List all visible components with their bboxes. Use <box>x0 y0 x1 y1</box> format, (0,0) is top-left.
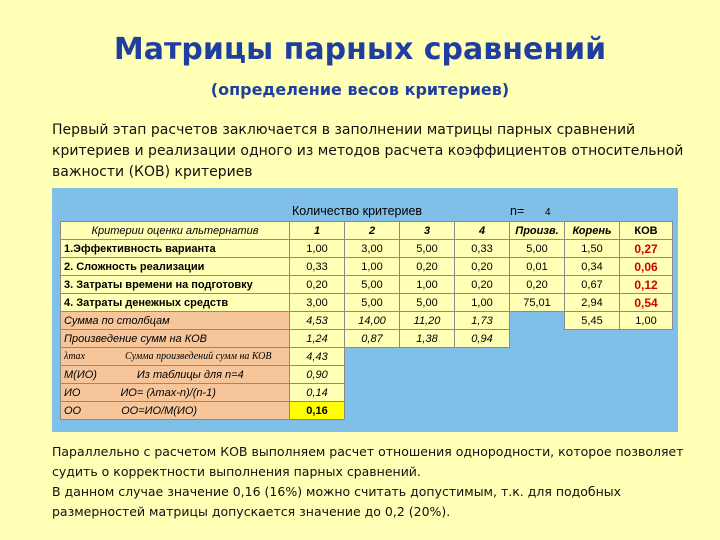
random-index-label <box>61 366 290 384</box>
prod-cell: 5,00 <box>510 240 565 258</box>
sum-label: Сумма по столбцам <box>61 312 290 330</box>
slide-title: Матрицы парных сравнений <box>113 32 607 67</box>
header-prod: Произв. <box>510 222 565 240</box>
kov-cell: 0,54 <box>620 294 673 312</box>
table-row <box>61 294 673 312</box>
criterion-label: 3. Затраты времени на подготовку <box>61 276 290 294</box>
prod-cell: 0,20 <box>510 276 565 294</box>
lambda-label <box>61 348 290 366</box>
table-row <box>61 240 673 258</box>
slide-subtitle: (определение весов критериев) <box>210 80 510 99</box>
bottom-text <box>52 442 692 522</box>
root-cell: 1,50 <box>565 240 620 258</box>
empty-cell <box>510 330 673 348</box>
matrix-cell: 5,00 <box>400 294 455 312</box>
empty-cell <box>510 312 565 330</box>
consistency-ratio-row <box>61 402 673 420</box>
matrix-cell: 0,20 <box>455 276 510 294</box>
header-col-1: 1 <box>290 222 345 240</box>
product-label: Произведение сумм на КОВ <box>61 330 290 348</box>
matrix-cell: 3,00 <box>290 294 345 312</box>
product-row <box>61 330 673 348</box>
criterion-label: 2. Сложность реализации <box>61 258 290 276</box>
lambda-row <box>61 348 673 366</box>
pairwise-matrix-table <box>60 221 673 420</box>
consistency-index-value: 0,14 <box>290 384 345 402</box>
prod-cell: 75,01 <box>510 294 565 312</box>
io-symbol: ИО <box>64 386 81 399</box>
sum-cell: 4,53 <box>290 312 345 330</box>
oo-symbol: ОО <box>64 404 82 417</box>
sum-cell: 1,73 <box>455 312 510 330</box>
matrix-cell: 1,00 <box>290 240 345 258</box>
consistency-ratio-value: 0,16 <box>290 402 345 420</box>
header-col-3: 3 <box>400 222 455 240</box>
kov-sum-cell: 1,00 <box>620 312 673 330</box>
matrix-cell: 0,20 <box>455 258 510 276</box>
io-description: ИО= (λmax-n)/(n-1) <box>120 386 216 399</box>
mio-symbol: М(ИО) <box>64 368 97 381</box>
matrix-cell: 5,00 <box>345 276 400 294</box>
criterion-label: 4. Затраты денежных средств <box>61 294 290 312</box>
root-cell: 0,34 <box>565 258 620 276</box>
matrix-cell: 5,00 <box>400 240 455 258</box>
matrix-cell: 0,33 <box>455 240 510 258</box>
matrix-cell: 0,33 <box>290 258 345 276</box>
lambda-description: Сумма произведений сумм на КОВ <box>125 351 272 362</box>
product-cell: 0,87 <box>345 330 400 348</box>
kov-cell: 0,06 <box>620 258 673 276</box>
matrix-cell: 0,20 <box>290 276 345 294</box>
oo-description: ОО=ИО/М(ИО) <box>121 404 198 417</box>
header-col-4: 4 <box>455 222 510 240</box>
lambda-symbol: λmax <box>64 351 85 362</box>
matrix-cell: 5,00 <box>345 294 400 312</box>
n-label: n= <box>510 204 525 218</box>
root-cell: 0,67 <box>565 276 620 294</box>
sum-cell: 11,20 <box>400 312 455 330</box>
bottom-paragraph-2: В данном случае значение 0,16 (16%) можно считать допустимым, т.к. для подобных размерностей матрицы допускается значение до 0,2 (20%). <box>52 484 622 519</box>
empty-cell <box>345 348 673 366</box>
header-kov: КОВ <box>620 222 673 240</box>
matrix-cell: 1,00 <box>345 258 400 276</box>
sum-row <box>61 312 673 330</box>
matrix-cell: 1,00 <box>455 294 510 312</box>
random-index-value: 0,90 <box>290 366 345 384</box>
consistency-ratio-label <box>61 402 290 420</box>
table-row <box>61 276 673 294</box>
matrix-cell: 3,00 <box>345 240 400 258</box>
header-root: Корень <box>565 222 620 240</box>
lambda-value: 4,43 <box>290 348 345 366</box>
consistency-index-label <box>61 384 290 402</box>
consistency-index-row <box>61 384 673 402</box>
prod-cell: 0,01 <box>510 258 565 276</box>
random-index-row <box>61 366 673 384</box>
root-sum-cell: 5,45 <box>565 312 620 330</box>
empty-cell <box>345 402 673 420</box>
kov-cell: 0,27 <box>620 240 673 258</box>
header-col-2: 2 <box>345 222 400 240</box>
product-cell: 1,38 <box>400 330 455 348</box>
product-cell: 1,24 <box>290 330 345 348</box>
mio-description: Из таблицы для n=4 <box>136 368 244 381</box>
table-header-row <box>61 222 673 240</box>
kov-cell: 0,12 <box>620 276 673 294</box>
intro-text: Первый этап расчетов заключается в заполнении матрицы парных сравнений критериев и реализации одного из методов расчета коэффициентов относительной важности (КОВ) критериев <box>52 122 684 180</box>
bottom-paragraph-1: Параллельно с расчетом КОВ выполняем расчет отношения однородности, которое позволяет судить о корректности выполнения парных сравнений. <box>52 444 684 479</box>
empty-cell <box>345 366 673 384</box>
n-value: 4 <box>545 207 551 218</box>
table-row <box>61 258 673 276</box>
sum-cell: 14,00 <box>345 312 400 330</box>
product-cell: 0,94 <box>455 330 510 348</box>
matrix-cell: 1,00 <box>400 276 455 294</box>
matrix-cell: 0,20 <box>400 258 455 276</box>
empty-cell <box>345 384 673 402</box>
criteria-count-label: Количество критериев <box>292 204 423 218</box>
header-criteria: Критерии оценки альтернатив <box>61 222 290 240</box>
root-cell: 2,94 <box>565 294 620 312</box>
criterion-label: 1.Эффективность варианта <box>61 240 290 258</box>
